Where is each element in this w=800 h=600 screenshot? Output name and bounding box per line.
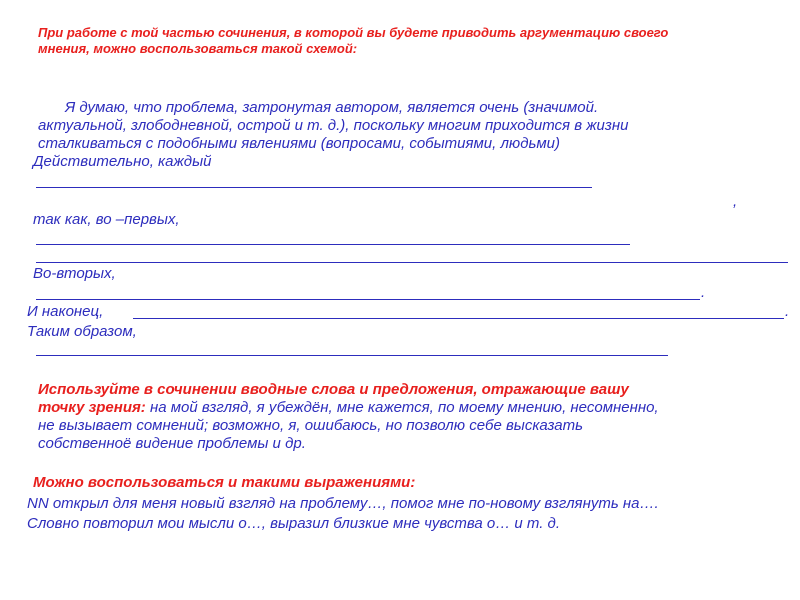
- blank-line-6: [36, 355, 668, 356]
- advice-heading-line-1: Используйте в сочинении вводные слова и предложения, отражающие вашу: [38, 381, 629, 398]
- expressions-heading: Можно воспользоваться и такими выражениями:: [33, 474, 416, 491]
- advice-examples-line-4: собственноё видение проблемы и др.: [38, 435, 306, 452]
- blank-line-4: [36, 299, 700, 300]
- expressions-line-2: Словно повторил мои мысли о…, выразил близкие мне чувства о… и т. д.: [27, 515, 561, 532]
- intro-line-2: мнения, можно воспользоваться такой схемой:: [38, 41, 358, 56]
- advice-heading-line-2: точку зрения:: [38, 399, 146, 416]
- scheme-secondly: Во-вторых,: [33, 265, 116, 282]
- blank-line-1: [36, 187, 592, 188]
- advice-examples-line-3: не вызывает сомнений; возможно, я, ошибаюсь, но позволю себе высказать: [38, 417, 583, 434]
- advice-line-2: [38, 399, 659, 417]
- scheme-line-1: Я думаю, что проблема, затронутая автором, является очень (значимой.: [65, 99, 599, 116]
- blank-line-5: [133, 318, 784, 319]
- scheme-thus: Таким образом,: [27, 323, 137, 340]
- scheme-finally: И наконец,: [27, 303, 104, 320]
- expressions-line-1: NN открыл для меня новый взгляд на проблему…, помог мне по-новому взглянуть на….: [27, 495, 659, 512]
- scheme-firstly: так как, во –первых,: [33, 211, 180, 228]
- scheme-line-3: сталкиваться с подобными явлениями (вопросами, событиями, людьми): [38, 135, 561, 152]
- advice-examples-line-2: на мой взгляд, я убеждён, мне кажется, по моему мнению, несомненно,: [145, 399, 659, 416]
- blank-line-2: [36, 244, 630, 245]
- scheme-period-1: .: [701, 284, 706, 301]
- scheme-comma: ,: [733, 193, 738, 210]
- scheme-period-2: .: [785, 303, 790, 320]
- intro-line-1: При работе с той частью сочинения, в которой вы будете приводить аргументацию своего: [38, 25, 669, 40]
- scheme-indeed: Действительно, каждый: [33, 153, 212, 170]
- blank-line-3: [36, 262, 788, 263]
- scheme-line-2: актуальной, злободневной, острой и т. д.), поскольку многим приходится в жизни: [38, 117, 629, 134]
